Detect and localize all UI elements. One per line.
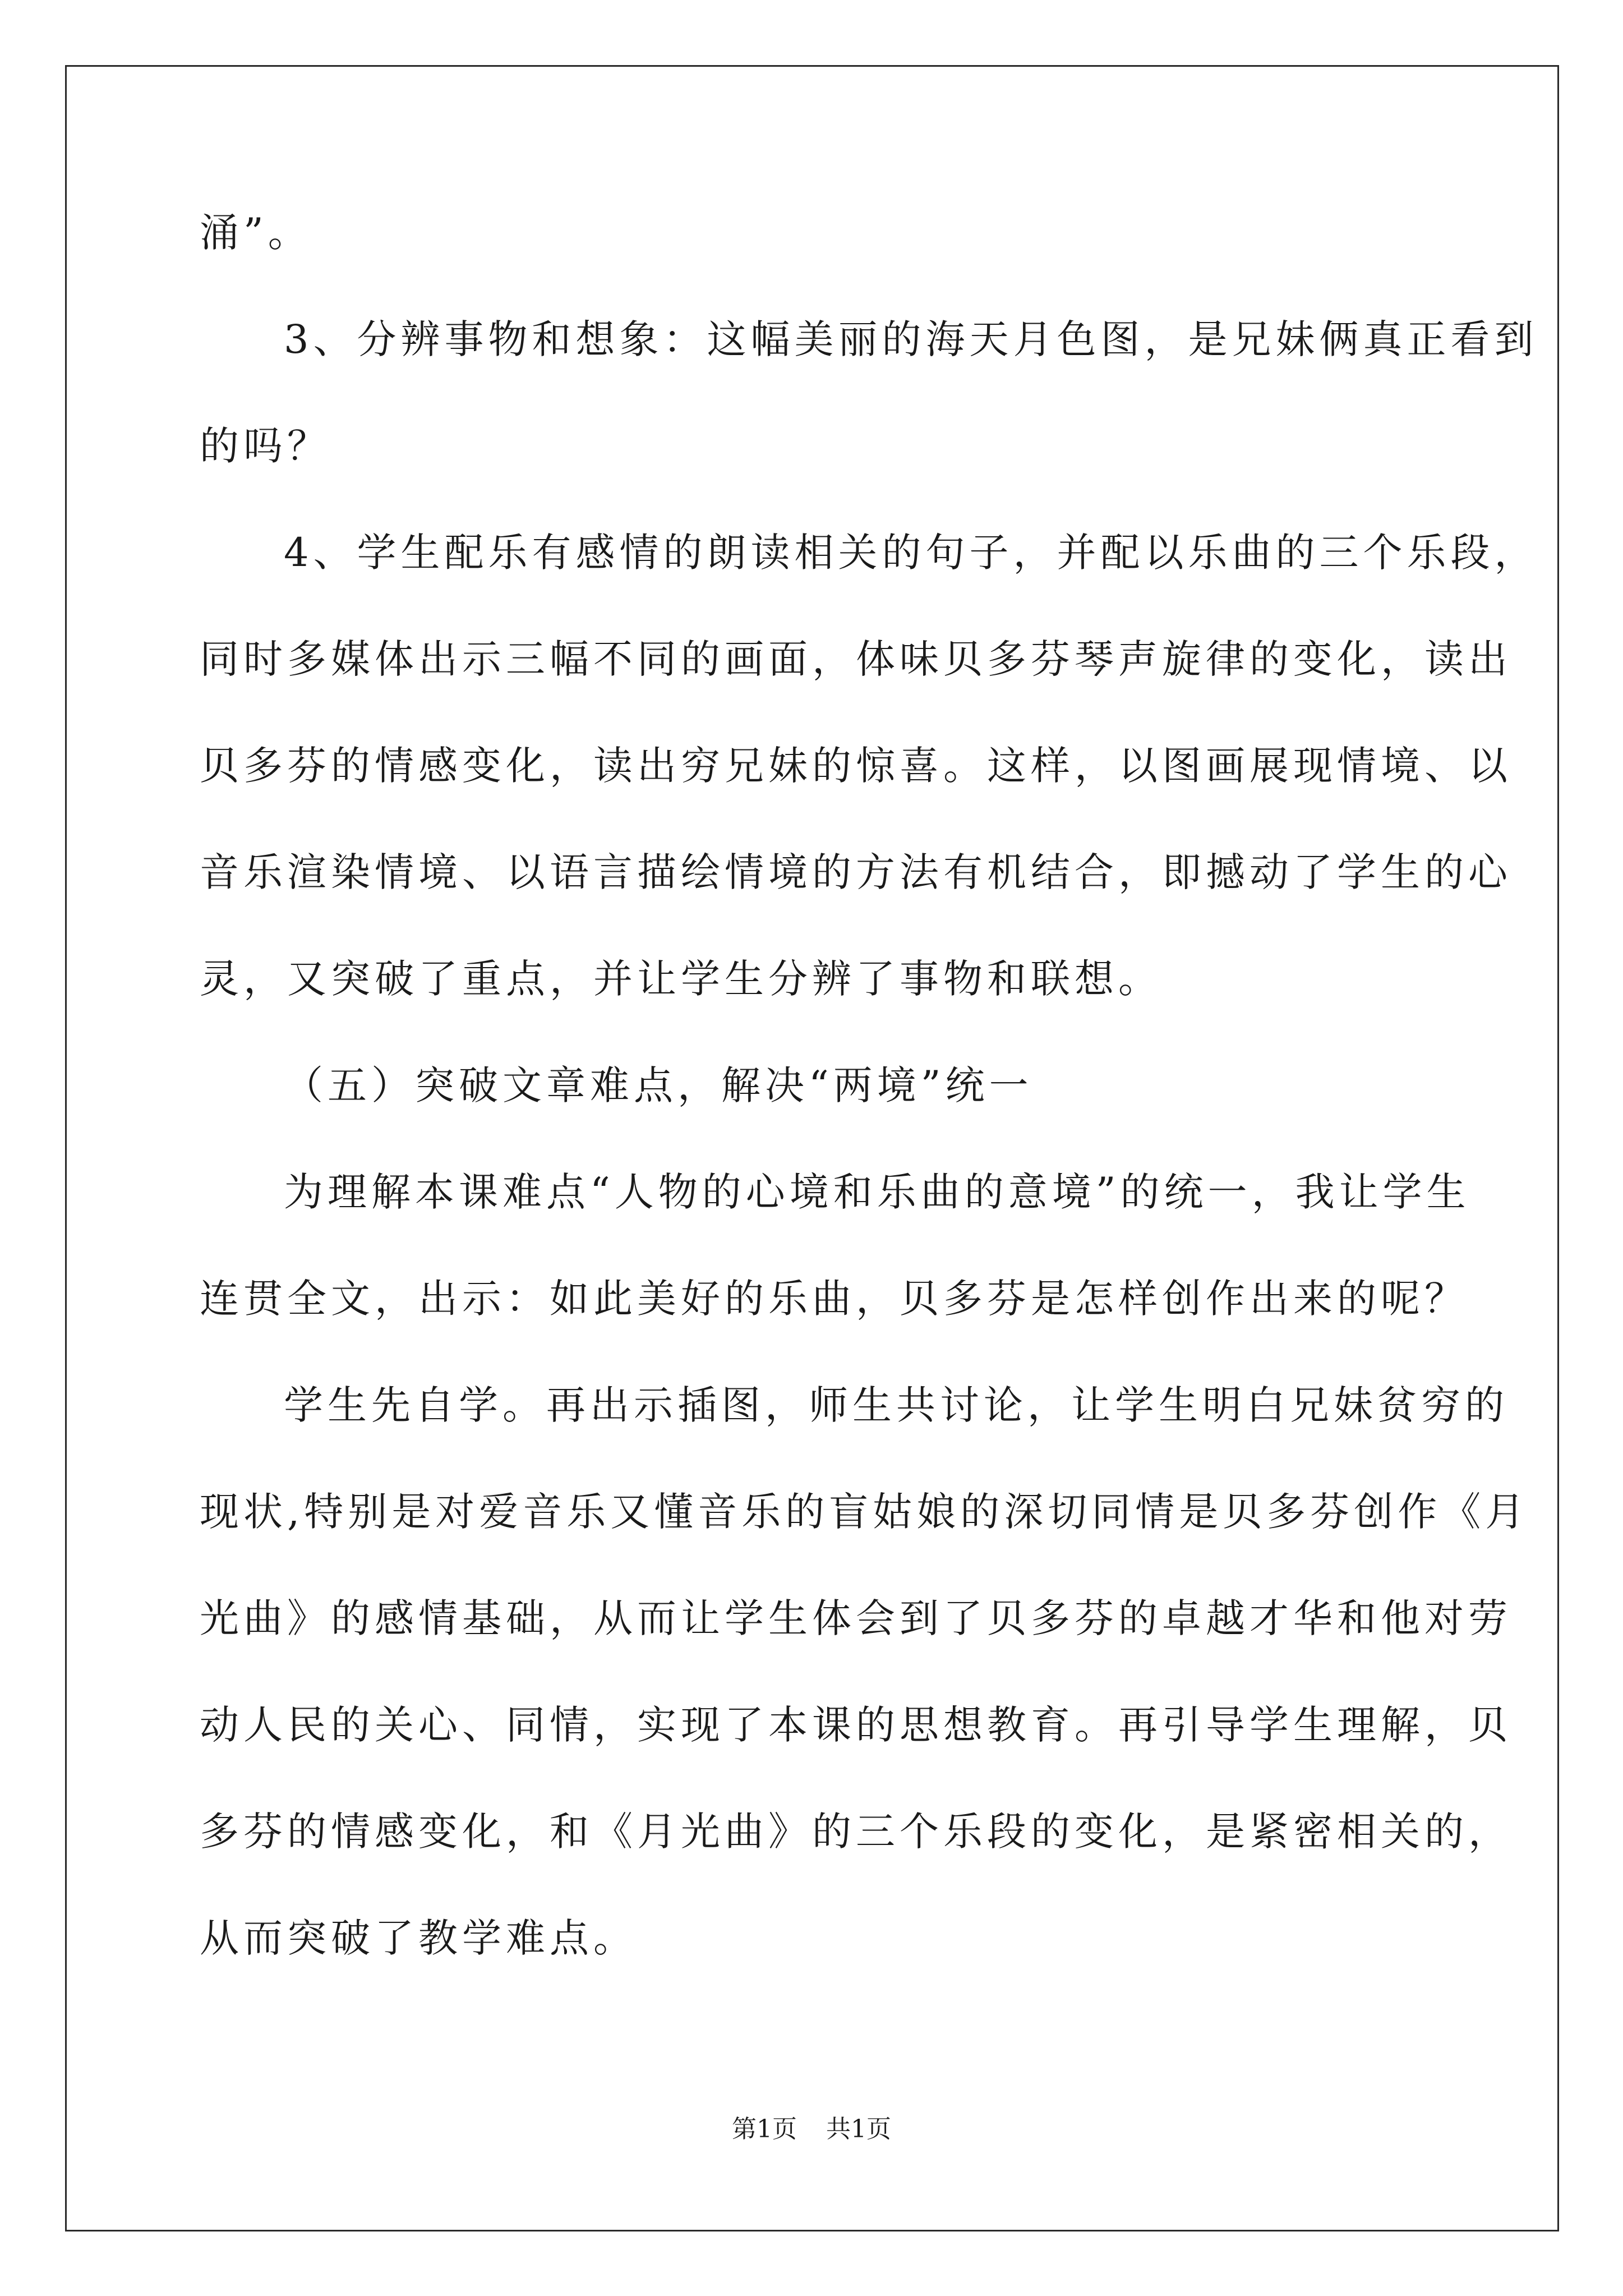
text-line: 3、分辨事物和想象：这幅美丽的海天月色图，是兄妹俩真正看到: [284, 316, 1538, 362]
text-line: 从而突破了教学难点。: [200, 1915, 637, 1961]
text-line: 学生先自学。再出示插图，师生共讨论，让学生明白兄妹贫穷的: [284, 1382, 1509, 1428]
text-line: 4、学生配乐有感情的朗读相关的句子，并配以乐曲的三个乐段，: [284, 530, 1538, 576]
section-heading: （五）突破文章难点，解决“两境”统一: [284, 1062, 1033, 1108]
page-total: 共1页: [826, 2115, 891, 2143]
text-line: 为理解本课难点“人物的心境和乐曲的意境”的统一，我让学生: [284, 1169, 1470, 1215]
text-line: 连贯全文，出示：如此美好的乐曲，贝多芬是怎样创作出来的呢？: [200, 1276, 1468, 1322]
text-line: 的吗？: [200, 423, 331, 469]
page-number: 第1页: [732, 2115, 797, 2143]
text-line: 动人民的关心、同情，实现了本课的思想教育。再引导学生理解，贝: [200, 1702, 1512, 1748]
text-line: 同时多媒体出示三幅不同的画面，体味贝多芬琴声旋律的变化，读出: [200, 636, 1512, 682]
document-body: [200, 208, 1538, 2019]
text-line: 灵，又突破了重点，并让学生分辨了事物和联想。: [200, 956, 1162, 1002]
page-footer: [0, 2114, 1623, 2145]
text-line: 现状,特别是对爱音乐又懂音乐的盲姑娘的深切同情是贝多芬创作《月: [200, 1489, 1529, 1535]
text-line: 音乐渲染情境、以语言描绘情境的方法有机结合，即撼动了学生的心: [200, 849, 1512, 895]
text-line: 涌”。: [200, 210, 312, 256]
text-line: 光曲》的感情基础，从而让学生体会到了贝多芬的卓越才华和他对劳: [200, 1595, 1512, 1641]
text-line: 多芬的情感变化，和《月光曲》的三个乐段的变化，是紧密相关的，: [200, 1809, 1512, 1855]
text-line: 贝多芬的情感变化，读出穷兄妹的惊喜。这样，以图画展现情境、以: [200, 743, 1512, 789]
